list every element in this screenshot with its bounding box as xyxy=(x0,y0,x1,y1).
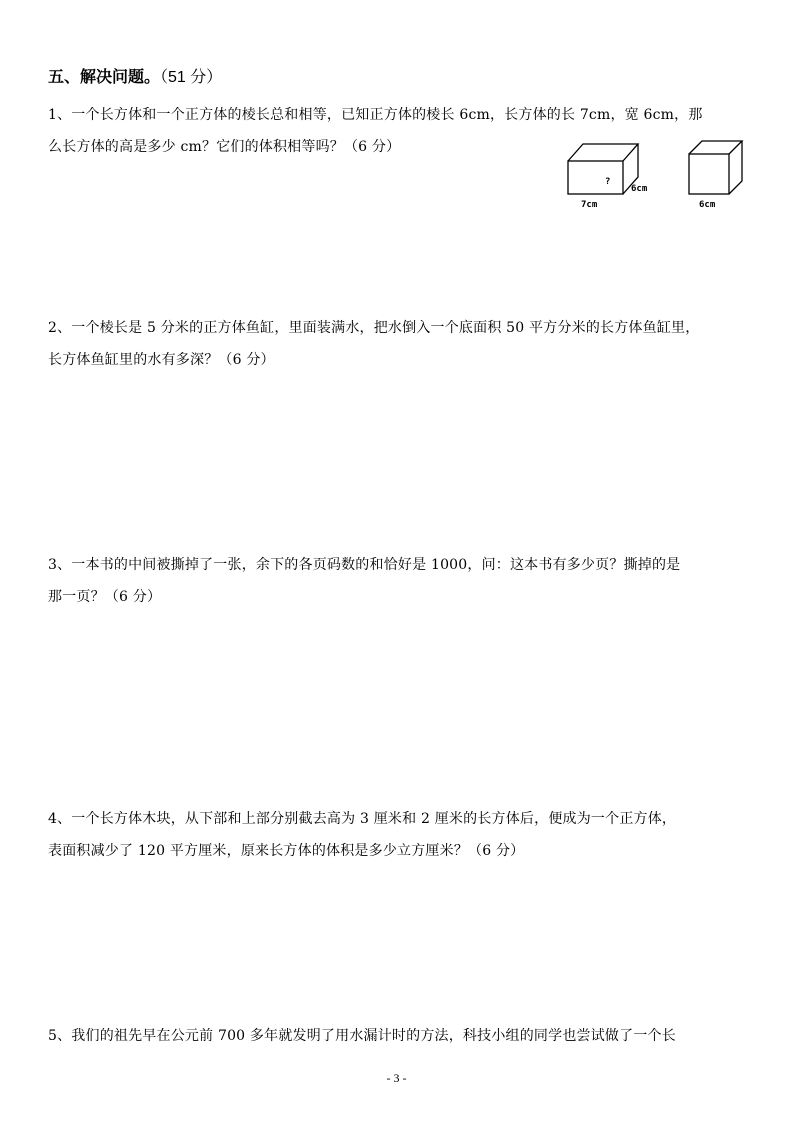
page-number: - 3 - xyxy=(386,1071,407,1085)
cuboid-diagram xyxy=(568,144,638,194)
question-line: 2、一个棱长是 5 分米的正方体鱼缸，里面装满水，把水倒入一个底面积 50 平方分米的长方体鱼缸里， xyxy=(48,320,700,336)
section-heading xyxy=(48,66,222,89)
question-line: 长方体鱼缸里的水有多深？（6 分） xyxy=(48,352,275,368)
cube-edge-label: 6cm xyxy=(699,200,716,210)
question-5 xyxy=(48,1020,676,1052)
question-4 xyxy=(48,803,676,867)
question-line: 么长方体的高是多少 cm？它们的体积相等吗？（6 分） xyxy=(48,139,401,155)
question-line: 表面积减少了 120 平方厘米，原来长方体的体积是多少立方厘米？（6 分） xyxy=(48,843,525,859)
question-2 xyxy=(48,312,699,376)
question-line: 那一页？（6 分） xyxy=(48,589,162,605)
question-line: 5、我们的祖先早在公元前 700 多年就发明了用水漏计时的方法，科技小组的同学也尝试做了一个长 xyxy=(48,1028,676,1044)
cuboid-and-cube-figure xyxy=(563,137,763,215)
question-line: 4、一个长方体木块，从下部和上部分别截去高为 3 厘米和 2 厘米的长方体后，便成为一个正方体， xyxy=(48,811,677,827)
section-score: （51 分） xyxy=(160,69,223,86)
section-title: 五、解决问题。 xyxy=(48,67,161,86)
cuboid-height-label: ? xyxy=(605,177,611,187)
cuboid-length-label: 7cm xyxy=(581,200,598,210)
question-line: 3、一本书的中间被撕掉了一张，余下的各页码数的和恰好是 1000，问：这本书有多少页？撕掉的是 xyxy=(48,557,681,573)
question-line: 1、一个长方体和一个正方体的棱长总和相等，已知正方体的棱长 6cm，长方体的长 7cm，宽 6cm，那 xyxy=(48,107,703,123)
question-3 xyxy=(48,549,680,613)
cuboid-width-label: 6cm xyxy=(631,184,648,194)
cube-diagram xyxy=(689,141,742,194)
